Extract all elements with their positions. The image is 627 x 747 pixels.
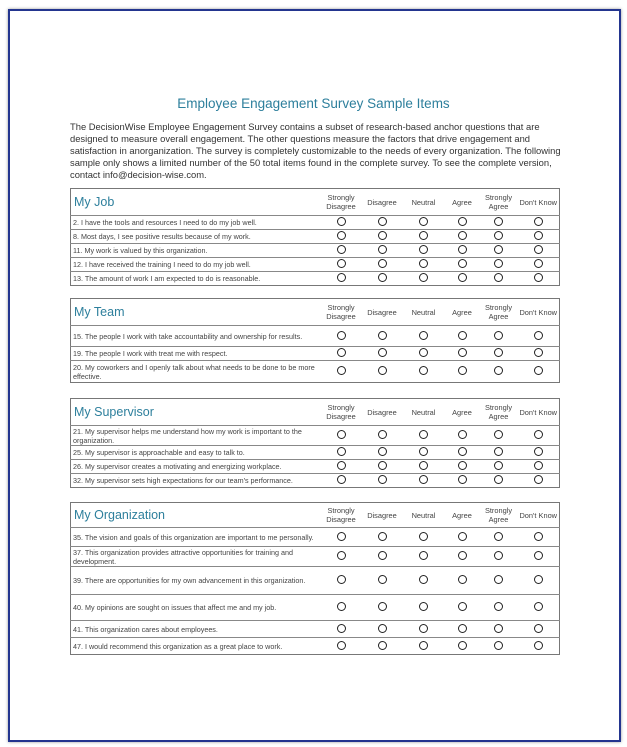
radio-cell <box>403 216 445 230</box>
radio-cell <box>321 244 362 258</box>
radio-cell <box>445 528 480 547</box>
radio-cell <box>518 244 560 258</box>
radio-strongly-disagree[interactable] <box>337 551 346 560</box>
radio-cell <box>403 528 445 547</box>
radio-agree[interactable] <box>458 624 467 633</box>
scale-header: Strongly Agree <box>484 303 513 321</box>
radio-cell <box>445 638 480 655</box>
radio-cell <box>445 474 480 488</box>
radio-cell <box>518 216 560 230</box>
section-header <box>71 503 560 528</box>
radio-cell <box>518 347 560 361</box>
radio-cell <box>321 567 362 595</box>
radio-cell <box>362 426 403 446</box>
question-row <box>71 326 560 347</box>
radio-strongly-agree[interactable] <box>494 430 503 439</box>
radio-don-t-know[interactable] <box>534 217 543 226</box>
radio-cell <box>480 460 518 474</box>
section-title: My Supervisor <box>74 404 154 419</box>
radio-don-t-know[interactable] <box>534 532 543 541</box>
scale-header: Agree <box>452 307 472 317</box>
radio-cell <box>518 595 560 621</box>
radio-cell <box>480 638 518 655</box>
radio-strongly-agree[interactable] <box>494 331 503 340</box>
radio-strongly-disagree[interactable] <box>337 475 346 484</box>
radio-cell <box>445 460 480 474</box>
radio-agree[interactable] <box>458 461 467 470</box>
question-text: 41. This organization cares about employees. <box>71 621 321 638</box>
radio-cell <box>362 230 403 244</box>
radio-don-t-know[interactable] <box>534 475 543 484</box>
question-row <box>71 528 560 547</box>
radio-cell <box>321 595 362 621</box>
radio-cell <box>321 474 362 488</box>
radio-disagree[interactable] <box>378 575 387 584</box>
radio-agree[interactable] <box>458 475 467 484</box>
radio-cell <box>518 258 560 272</box>
section-my-job <box>70 188 560 286</box>
question-row <box>71 347 560 361</box>
radio-cell <box>403 258 445 272</box>
radio-cell <box>362 528 403 547</box>
scale-header: Agree <box>452 407 472 417</box>
radio-neutral[interactable] <box>419 348 428 357</box>
radio-cell <box>480 216 518 230</box>
radio-strongly-agree[interactable] <box>494 461 503 470</box>
radio-cell <box>445 230 480 244</box>
radio-neutral[interactable] <box>419 217 428 226</box>
question-text: 26. My supervisor creates a motivating and energizing workplace. <box>71 460 321 474</box>
radio-don-t-know[interactable] <box>534 641 543 650</box>
scale-header: Strongly Disagree <box>326 303 356 321</box>
scale-header: Don't Know <box>519 307 558 317</box>
question-text: 21. My supervisor helps me understand how my work is important to the organization. <box>71 426 321 446</box>
radio-don-t-know[interactable] <box>534 624 543 633</box>
radio-strongly-agree[interactable] <box>494 641 503 650</box>
scale-header: Neutral <box>411 510 436 520</box>
scale-header: Disagree <box>367 510 397 520</box>
radio-don-t-know[interactable] <box>534 331 543 340</box>
question-row <box>71 426 560 446</box>
radio-cell <box>321 446 362 460</box>
radio-cell <box>321 426 362 446</box>
section-header <box>71 299 560 326</box>
radio-cell <box>321 528 362 547</box>
radio-cell <box>518 474 560 488</box>
radio-cell <box>480 361 518 383</box>
radio-cell <box>480 347 518 361</box>
radio-agree[interactable] <box>458 641 467 650</box>
radio-disagree[interactable] <box>378 602 387 611</box>
radio-strongly-agree[interactable] <box>494 245 503 254</box>
radio-cell <box>362 621 403 638</box>
radio-strongly-agree[interactable] <box>494 366 503 375</box>
radio-cell <box>321 361 362 383</box>
scale-header: Neutral <box>411 307 436 317</box>
radio-cell <box>480 326 518 347</box>
radio-disagree[interactable] <box>378 245 387 254</box>
radio-cell <box>362 216 403 230</box>
radio-cell <box>480 567 518 595</box>
section-title: My Job <box>74 194 115 209</box>
scale-header: Don't Know <box>519 510 558 520</box>
radio-cell <box>321 621 362 638</box>
radio-neutral[interactable] <box>419 602 428 611</box>
radio-cell <box>445 272 480 286</box>
radio-agree[interactable] <box>458 602 467 611</box>
question-row <box>71 547 560 567</box>
radio-strongly-disagree[interactable] <box>337 273 346 282</box>
radio-strongly-agree[interactable] <box>494 348 503 357</box>
radio-strongly-agree[interactable] <box>494 475 503 484</box>
radio-disagree[interactable] <box>378 366 387 375</box>
radio-strongly-disagree[interactable] <box>337 624 346 633</box>
radio-agree[interactable] <box>458 245 467 254</box>
section-header <box>71 399 560 426</box>
radio-cell <box>362 347 403 361</box>
radio-strongly-agree[interactable] <box>494 217 503 226</box>
scale-header: Strongly Disagree <box>326 193 356 211</box>
radio-cell <box>445 621 480 638</box>
radio-strongly-disagree[interactable] <box>337 366 346 375</box>
radio-disagree[interactable] <box>378 217 387 226</box>
radio-don-t-know[interactable] <box>534 461 543 470</box>
radio-cell <box>403 547 445 567</box>
radio-disagree[interactable] <box>378 475 387 484</box>
section-title: My Organization <box>74 507 166 522</box>
radio-cell <box>321 258 362 272</box>
radio-strongly-disagree[interactable] <box>337 641 346 650</box>
question-row <box>71 230 560 244</box>
radio-cell <box>403 446 445 460</box>
radio-don-t-know[interactable] <box>534 602 543 611</box>
radio-cell <box>403 638 445 655</box>
radio-strongly-agree[interactable] <box>494 551 503 560</box>
radio-strongly-disagree[interactable] <box>337 331 346 340</box>
radio-cell <box>362 567 403 595</box>
radio-cell <box>518 638 560 655</box>
radio-cell <box>480 474 518 488</box>
radio-strongly-disagree[interactable] <box>337 602 346 611</box>
scale-header: Strongly Agree <box>484 403 513 421</box>
scale-header: Strongly Agree <box>484 193 513 211</box>
question-text: 8. Most days, I see positive results because of my work. <box>71 230 321 244</box>
radio-cell <box>362 547 403 567</box>
question-text: 39. There are opportunities for my own advancement in this organization. <box>71 567 321 595</box>
radio-neutral[interactable] <box>419 624 428 633</box>
radio-neutral[interactable] <box>419 551 428 560</box>
radio-cell <box>518 230 560 244</box>
radio-agree[interactable] <box>458 217 467 226</box>
radio-cell <box>362 595 403 621</box>
radio-agree[interactable] <box>458 259 467 268</box>
radio-cell <box>518 272 560 286</box>
radio-cell <box>480 258 518 272</box>
question-row <box>71 216 560 230</box>
question-row <box>71 446 560 460</box>
radio-disagree[interactable] <box>378 430 387 439</box>
radio-strongly-disagree[interactable] <box>337 217 346 226</box>
radio-cell <box>518 621 560 638</box>
radio-cell <box>362 326 403 347</box>
section-title: My Team <box>74 304 125 319</box>
radio-cell <box>403 347 445 361</box>
radio-neutral[interactable] <box>419 447 428 456</box>
question-row <box>71 244 560 258</box>
radio-cell <box>518 567 560 595</box>
radio-don-t-know[interactable] <box>534 366 543 375</box>
radio-strongly-disagree[interactable] <box>337 259 346 268</box>
radio-neutral[interactable] <box>419 430 428 439</box>
radio-cell <box>403 567 445 595</box>
radio-cell <box>321 216 362 230</box>
question-row <box>71 272 560 286</box>
radio-strongly-agree[interactable] <box>494 273 503 282</box>
radio-cell <box>518 547 560 567</box>
radio-agree[interactable] <box>458 447 467 456</box>
radio-cell <box>403 244 445 258</box>
question-text: 32. My supervisor sets high expectations for our team's performance. <box>71 474 321 488</box>
radio-cell <box>480 547 518 567</box>
radio-cell <box>445 547 480 567</box>
radio-agree[interactable] <box>458 575 467 584</box>
question-text: 25. My supervisor is approachable and easy to talk to. <box>71 446 321 460</box>
radio-cell <box>321 272 362 286</box>
radio-cell <box>321 326 362 347</box>
radio-disagree[interactable] <box>378 641 387 650</box>
radio-cell <box>445 216 480 230</box>
radio-disagree[interactable] <box>378 231 387 240</box>
radio-strongly-agree[interactable] <box>494 259 503 268</box>
radio-strongly-disagree[interactable] <box>337 231 346 240</box>
radio-cell <box>403 361 445 383</box>
radio-don-t-know[interactable] <box>534 447 543 456</box>
radio-disagree[interactable] <box>378 447 387 456</box>
radio-cell <box>445 595 480 621</box>
radio-cell <box>362 446 403 460</box>
radio-cell <box>480 426 518 446</box>
radio-cell <box>518 460 560 474</box>
radio-cell <box>445 258 480 272</box>
scale-header: Agree <box>452 197 472 207</box>
question-row <box>71 460 560 474</box>
radio-cell <box>403 326 445 347</box>
question-text: 40. My opinions are sought on issues that affect me and my job. <box>71 595 321 621</box>
radio-neutral[interactable] <box>419 461 428 470</box>
radio-strongly-disagree[interactable] <box>337 430 346 439</box>
radio-strongly-disagree[interactable] <box>337 245 346 254</box>
question-text: 20. My coworkers and I openly talk about what needs to be done to be more effective. <box>71 361 321 383</box>
radio-agree[interactable] <box>458 231 467 240</box>
radio-cell <box>321 460 362 474</box>
radio-cell <box>445 567 480 595</box>
radio-cell <box>321 638 362 655</box>
radio-neutral[interactable] <box>419 259 428 268</box>
radio-cell <box>480 272 518 286</box>
question-text: 19. The people I work with treat me with respect. <box>71 347 321 361</box>
scale-header: Don't Know <box>519 197 558 207</box>
question-text: 13. The amount of work I am expected to do is reasonable. <box>71 272 321 286</box>
radio-cell <box>518 326 560 347</box>
radio-cell <box>321 347 362 361</box>
radio-disagree[interactable] <box>378 551 387 560</box>
question-row <box>71 361 560 383</box>
radio-cell <box>445 361 480 383</box>
radio-don-t-know[interactable] <box>534 259 543 268</box>
radio-strongly-agree[interactable] <box>494 231 503 240</box>
page-title: Employee Engagement Survey Sample Items <box>177 96 450 111</box>
radio-agree[interactable] <box>458 532 467 541</box>
radio-cell <box>403 621 445 638</box>
question-text: 47. I would recommend this organization as a great place to work. <box>71 638 321 655</box>
radio-neutral[interactable] <box>419 366 428 375</box>
radio-don-t-know[interactable] <box>534 551 543 560</box>
radio-strongly-agree[interactable] <box>494 602 503 611</box>
question-row <box>71 621 560 638</box>
radio-strongly-agree[interactable] <box>494 575 503 584</box>
question-text: 15. The people I work with take accountability and ownership for results. <box>71 326 321 347</box>
question-row <box>71 474 560 488</box>
radio-disagree[interactable] <box>378 348 387 357</box>
question-text: 35. The vision and goals of this organization are important to me personally. <box>71 528 321 547</box>
scale-header: Neutral <box>411 197 436 207</box>
radio-neutral[interactable] <box>419 331 428 340</box>
radio-don-t-know[interactable] <box>534 231 543 240</box>
radio-cell <box>445 347 480 361</box>
radio-cell <box>403 460 445 474</box>
radio-strongly-agree[interactable] <box>494 447 503 456</box>
scale-header: Strongly Disagree <box>326 506 356 524</box>
radio-don-t-know[interactable] <box>534 430 543 439</box>
radio-neutral[interactable] <box>419 231 428 240</box>
scale-header: Agree <box>452 510 472 520</box>
question-row <box>71 258 560 272</box>
radio-cell <box>362 460 403 474</box>
radio-neutral[interactable] <box>419 575 428 584</box>
radio-cell <box>480 446 518 460</box>
radio-strongly-disagree[interactable] <box>337 575 346 584</box>
radio-strongly-disagree[interactable] <box>337 461 346 470</box>
radio-cell <box>480 621 518 638</box>
radio-neutral[interactable] <box>419 532 428 541</box>
intro-paragraph: The DecisionWise Employee Engagement Survey contains a subset of research-based anchor questions that are designed to measure overall engagement. The other questions measure the factors that drive engagement and satisfaction in anorganization. The survey is completely customizable to the needs of every organization. The following sample only shows a limited number of the 50 total items found in the complete survey. To see the complete version, contact info@decision-wise.com. <box>70 121 561 181</box>
radio-cell <box>518 528 560 547</box>
scale-header: Neutral <box>411 407 436 417</box>
radio-cell <box>518 446 560 460</box>
radio-cell <box>445 244 480 258</box>
radio-don-t-know[interactable] <box>534 273 543 282</box>
radio-cell <box>321 230 362 244</box>
radio-disagree[interactable] <box>378 461 387 470</box>
radio-agree[interactable] <box>458 331 467 340</box>
radio-neutral[interactable] <box>419 641 428 650</box>
radio-disagree[interactable] <box>378 532 387 541</box>
radio-cell <box>445 446 480 460</box>
radio-cell <box>403 230 445 244</box>
radio-agree[interactable] <box>458 551 467 560</box>
question-row <box>71 567 560 595</box>
section-my-team <box>70 298 560 383</box>
radio-cell <box>403 595 445 621</box>
question-row <box>71 595 560 621</box>
radio-neutral[interactable] <box>419 245 428 254</box>
scale-header: Strongly Agree <box>484 506 513 524</box>
scale-header: Disagree <box>367 407 397 417</box>
radio-cell <box>445 426 480 446</box>
radio-cell <box>480 244 518 258</box>
radio-cell <box>445 326 480 347</box>
question-text: 37. This organization provides attractive opportunities for training and development. <box>71 547 321 567</box>
radio-strongly-disagree[interactable] <box>337 532 346 541</box>
radio-cell <box>480 595 518 621</box>
radio-cell <box>403 474 445 488</box>
question-text: 12. I have received the training I need to do my job well. <box>71 258 321 272</box>
radio-agree[interactable] <box>458 273 467 282</box>
question-row <box>71 638 560 655</box>
radio-strongly-disagree[interactable] <box>337 447 346 456</box>
radio-cell <box>362 361 403 383</box>
scale-header: Strongly Disagree <box>326 403 356 421</box>
radio-cell <box>321 547 362 567</box>
radio-disagree[interactable] <box>378 331 387 340</box>
radio-don-t-know[interactable] <box>534 245 543 254</box>
radio-cell <box>480 528 518 547</box>
radio-strongly-agree[interactable] <box>494 532 503 541</box>
radio-neutral[interactable] <box>419 475 428 484</box>
question-text: 11. My work is valued by this organization. <box>71 244 321 258</box>
scale-header: Don't Know <box>519 407 558 417</box>
radio-disagree[interactable] <box>378 259 387 268</box>
radio-don-t-know[interactable] <box>534 348 543 357</box>
radio-cell <box>362 258 403 272</box>
radio-cell <box>403 426 445 446</box>
radio-cell <box>362 474 403 488</box>
radio-agree[interactable] <box>458 430 467 439</box>
scale-header: Disagree <box>367 197 397 207</box>
radio-cell <box>362 272 403 286</box>
radio-cell <box>403 272 445 286</box>
question-text: 2. I have the tools and resources I need to do my job well. <box>71 216 321 230</box>
radio-disagree[interactable] <box>378 273 387 282</box>
radio-don-t-know[interactable] <box>534 575 543 584</box>
radio-neutral[interactable] <box>419 273 428 282</box>
radio-strongly-disagree[interactable] <box>337 348 346 357</box>
section-my-organization <box>70 502 560 655</box>
section-header <box>71 189 560 216</box>
radio-cell <box>518 426 560 446</box>
radio-cell <box>480 230 518 244</box>
radio-disagree[interactable] <box>378 624 387 633</box>
radio-agree[interactable] <box>458 366 467 375</box>
radio-cell <box>518 361 560 383</box>
radio-cell <box>362 638 403 655</box>
radio-strongly-agree[interactable] <box>494 624 503 633</box>
radio-agree[interactable] <box>458 348 467 357</box>
section-my-supervisor <box>70 398 560 488</box>
radio-cell <box>362 244 403 258</box>
scale-header: Disagree <box>367 307 397 317</box>
